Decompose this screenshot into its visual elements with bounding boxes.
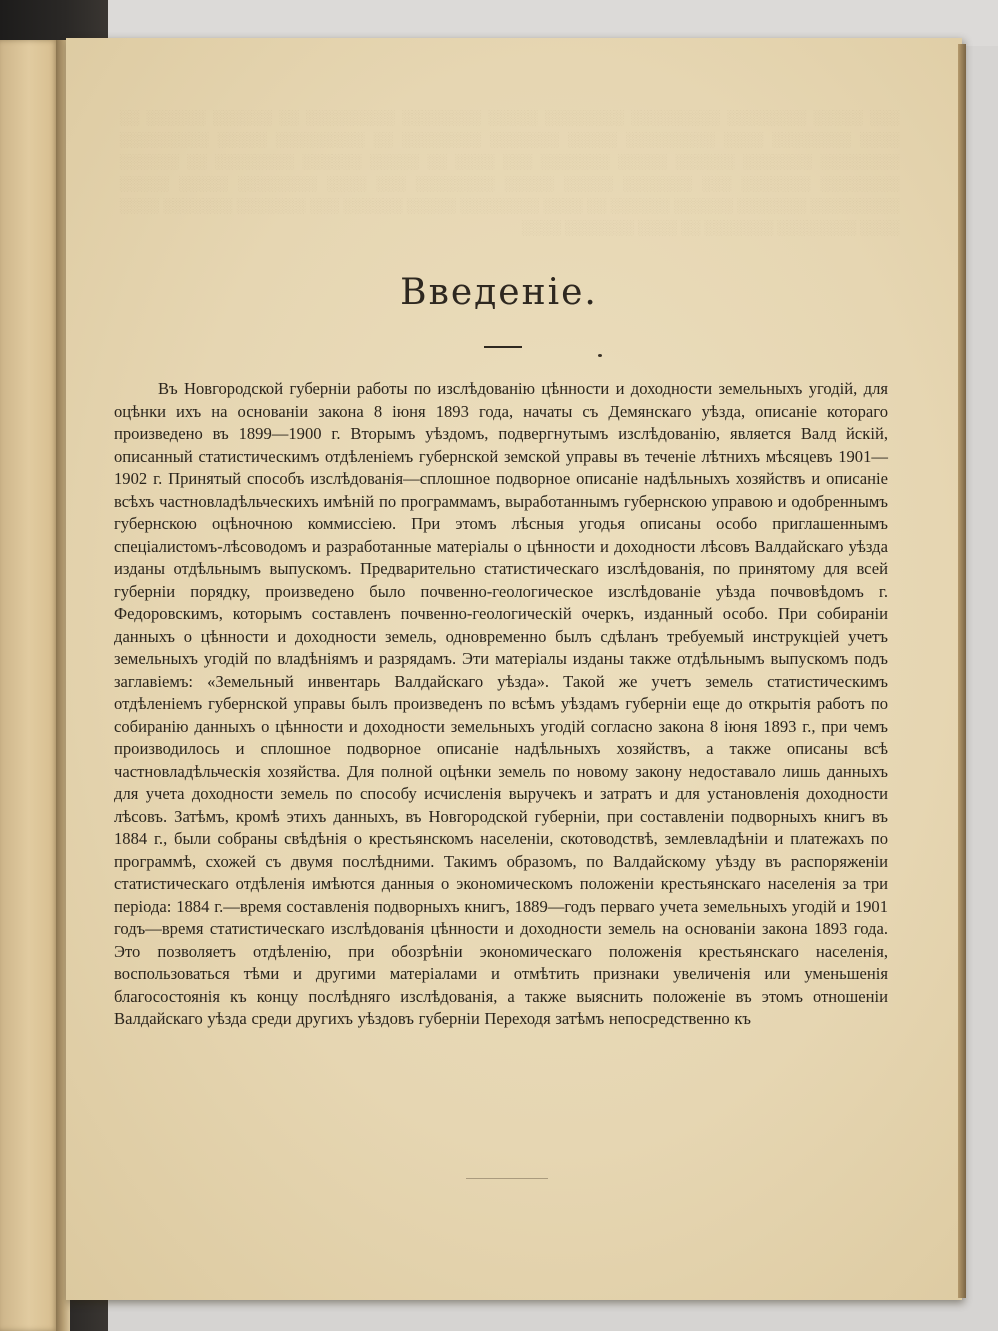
ink-speck [598, 354, 602, 357]
page-title: Введеніе. [400, 272, 598, 313]
body-paragraph: Въ Новгородской губерніи работы по изслѣдованію цѣнности и доходности земельныхъ угодій, для оцѣнки ихъ на основаніи закона 8 іюня 1893 года, начаты съ Демянскаго уѣзда, описаніе котораго произведено въ 1899—1900 г. Вторымъ уѣздомъ, подвергнутымъ изслѣдованію, является Валд йскій, описанный статистическимъ отдѣленіемъ губернской земской управы въ теченіе лѣтнихъ мѣсяцевъ 1901—1902 г. Принятый способъ изслѣдованія—сплошное подворное описаніе надѣльныхъ хозяйствъ и описаніе всѣхъ частновладѣльческихъ имѣній по программамъ, выработаннымъ губернскою управою и одобреннымъ губернскою оцѣночною коммиссіею. При этомъ лѣсныя угодья описаны особо приглашеннымъ спеціалистомъ-лѣсоводомъ и разработанные матеріалы о цѣнности и доходности лѣсовъ Валдайскаго уѣзда изданы отдѣльнымъ выпускомъ. Предварительно статистическаго изслѣдованія, по принятому для всей губерніи порядку, произведено было почвенно-геологическое изслѣдованіе уѣзда почвовѣдомъ г. Федоровскимъ, которымъ составленъ почвенно-геологическій очеркъ, изданный особо. При собираніи данныхъ о цѣнности и доходности земель, одновременно былъ сдѣланъ требуемый инструкціей учетъ земельныхъ угодій по владѣніямъ и разрядамъ. Эти матеріалы изданы также отдѣльнымъ выпускомъ подъ заглавіемъ: «Земельный инвентарь Валдайскаго уѣзда». Такой же учетъ земель статистическимъ отдѣленіемъ губернской управы былъ произведенъ по всѣмъ уѣздамъ губерніи еще до открытія работъ по собиранію данныхъ о цѣнности и доходности земельныхъ угодій согласно закона 8 іюня 1893 г., при чемъ производилось и сплошное подворное описаніе надѣльныхъ хозяйствъ, а также описаны всѣ частновладѣльческія хозяйства. Для полной оцѣнки земель по новому закону недоставало лишь данныхъ для учета доходности земель по способу исчисленія выручекъ и затратъ и для установленія доходности лѣсовъ. Затѣмъ, кромѣ этихъ данныхъ, въ Новгородской губерніи, при составленіи подворныхъ книгъ въ 1884 г., были собраны свѣдѣнія о крестьянскомъ населеніи, скотоводствѣ, землевладѣніи и платежахъ по программѣ, схожей съ двумя послѣдними. Такимъ образомъ, по Валдайскому уѣзду въ распоряженіи статистическаго отдѣленія имѣются данныя о экономическомъ положеніи крестьянскаго населенія за три періода: 1884 г.—время составленія подворныхъ книгъ, 1889—годъ перваго учета земельныхъ угодій и 1901 годъ—время статистическаго изслѣдованія цѣнности и доходности земель на основаніи закона 1893 года. Это позволяетъ отдѣленію, при обозрѣніи экономическаго положенія крестьянскаго населенія, воспользоваться тѣми и другими матеріалами и отмѣтить признаки увеличенія или уменьшенія благосостоянія къ концу послѣдняго изслѣдованія, а также выяснить положеніе въ этомъ отношеніи Валдайскаго уѣзда среди другихъ уѣздовъ губерніи Переходя затѣмъ непосредственно къ [114, 379, 888, 1028]
page-stack-edge [958, 44, 966, 1298]
title-divider [484, 346, 522, 348]
left-page-edge [0, 40, 58, 1331]
bottom-divider [466, 1178, 548, 1179]
